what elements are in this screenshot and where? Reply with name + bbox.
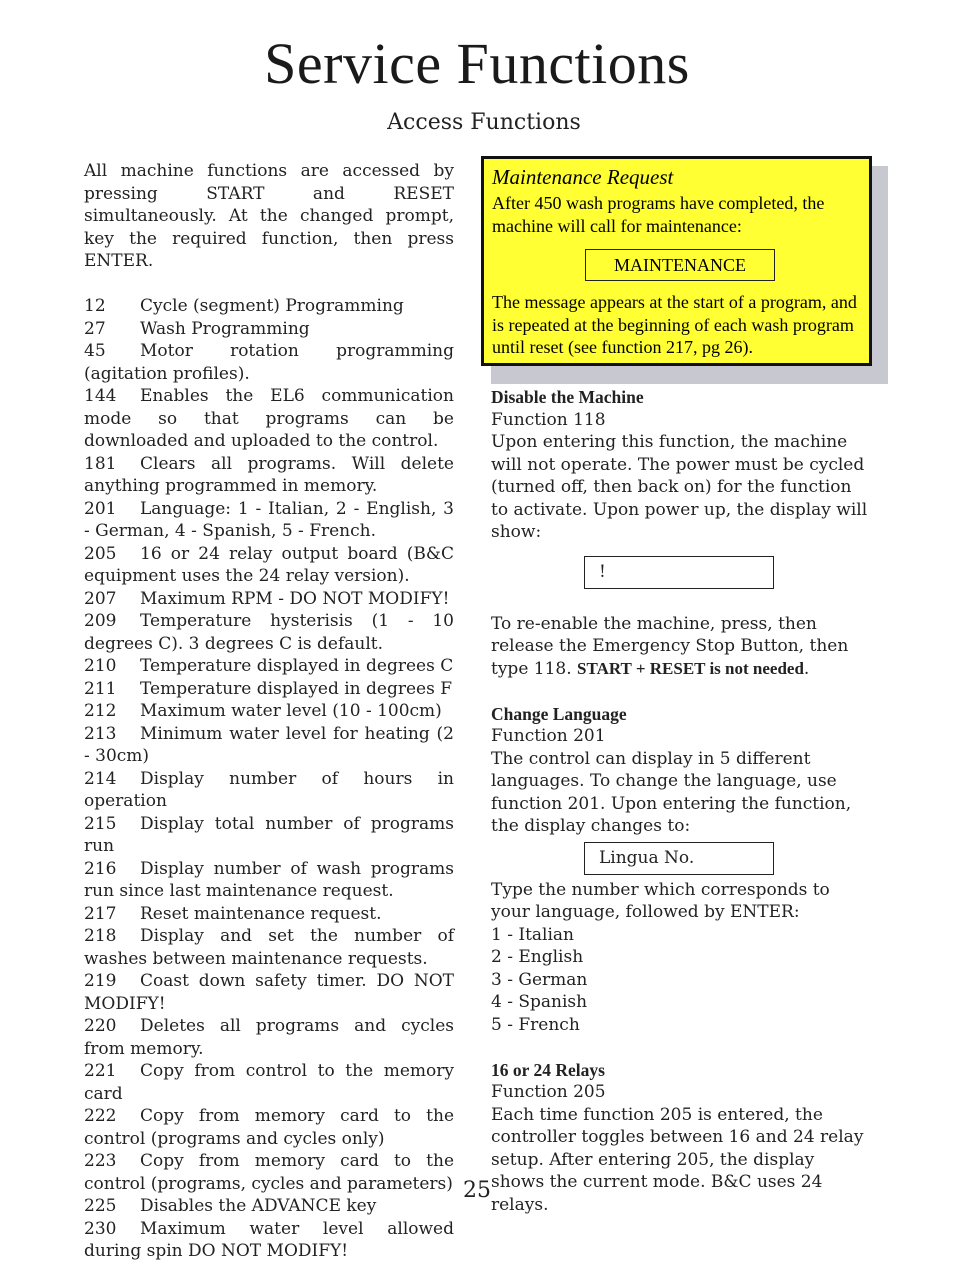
function-description: Disables the ADVANCE key (140, 1196, 377, 1216)
language-option: 3 - German (491, 969, 588, 990)
language-option: 1 - Italian (491, 924, 575, 945)
language-text: The control can display in 5 different languages. To change the language, use function 201. Upon entering the function, the display changes to: (491, 748, 852, 836)
maintenance-title: Maintenance Request (492, 165, 674, 189)
function-description: Maximum water level (10 - 100cm) (140, 701, 442, 721)
function-number: 217 (84, 903, 117, 924)
language-option: 4 - Spanish (491, 992, 588, 1012)
language-options (491, 924, 871, 1037)
function-description: Wash Programming (140, 318, 310, 339)
function-description: Motor rotation programming (agitation profiles). (84, 341, 454, 384)
function-item (84, 1218, 454, 1263)
function-description: 16 or 24 relay output board (B&C equipment uses the 24 relay version). (84, 543, 454, 586)
function-description: Display total number of programs run (84, 813, 454, 856)
function-description: Copy from memory card to the control (programs, cycles and parameters) (84, 1151, 454, 1194)
function-description: Display number of hours in operation (84, 768, 454, 811)
function-number: 212 (84, 701, 117, 721)
language-option: 5 - French (491, 1014, 580, 1035)
function-item (84, 858, 454, 903)
function-list-column (84, 160, 454, 1263)
disable-display: ! (584, 556, 774, 589)
function-number: 27 (84, 318, 106, 339)
function-item (84, 588, 454, 611)
function-number: 219 (84, 971, 117, 991)
function-number: 218 (84, 926, 117, 946)
function-number: 207 (84, 588, 117, 609)
relays-text: Each time function 205 is entered, the controller toggles between 16 and 24 relay setup. After entering 205, the display shows the current mode. B&C uses 24 relays. (491, 1104, 864, 1215)
function-description: Display and set the number of washes between maintenance requests. (84, 926, 454, 969)
maintenance-text-2: The message appears at the start of a program, and is repeated at the beginning of each wash program until reset (see function 217, pg 26). (492, 292, 857, 357)
function-description: Reset maintenance request. (140, 903, 382, 924)
function-item (84, 813, 454, 858)
relays-function: Function 205 (491, 1082, 606, 1102)
function-number: 215 (84, 813, 117, 834)
function-description: Maximum RPM - DO NOT MODIFY! (140, 588, 450, 609)
function-item (84, 903, 454, 926)
function-item (84, 768, 454, 813)
function-description: Temperature displayed in degrees C (140, 656, 454, 676)
function-item (84, 295, 454, 318)
maintenance-request-box (481, 156, 872, 366)
language-function: Function 201 (491, 726, 606, 746)
function-list (84, 295, 454, 1263)
disable-heading: Disable the Machine (491, 387, 644, 407)
function-number: 205 (84, 543, 117, 564)
function-item (84, 1060, 454, 1105)
reenable-note-end: . (803, 658, 810, 679)
function-description: Coast down safety timer. DO NOT MODIFY! (84, 971, 454, 1014)
function-number: 221 (84, 1061, 117, 1081)
maintenance-display: MAINTENANCE (585, 249, 775, 281)
function-item (84, 723, 454, 768)
reenable-instruction: To re-enable the machine, press, then release the Emergency Stop Button, then type 118. (491, 613, 849, 679)
language-heading: Change Language (491, 703, 627, 724)
function-item (84, 498, 454, 543)
function-number: 209 (84, 611, 117, 631)
maintenance-text-1: After 450 wash programs have completed, the machine will call for maintenance: (492, 193, 825, 236)
function-number: 201 (84, 498, 117, 519)
function-item (84, 678, 454, 701)
function-item (84, 385, 454, 453)
function-item (84, 453, 454, 498)
function-description: Maximum water level allowed during spin DO NOT MODIFY! (84, 1218, 454, 1261)
function-item (84, 970, 454, 1015)
function-description: Clears all programs. Will delete anything programmed in memory. (84, 453, 454, 496)
function-description: Temperature hysterisis (1 - 10 degrees C). 3 degrees C is default. (84, 611, 454, 654)
function-item (84, 1105, 454, 1150)
function-number: 225 (84, 1196, 117, 1216)
disable-reenable-text (491, 613, 871, 681)
function-item (84, 700, 454, 723)
function-item (84, 925, 454, 970)
function-description: Copy from memory card to the control (programs and cycles only) (84, 1106, 454, 1149)
function-description: Language: 1 - Italian, 2 - English, 3 - German, 4 - Spanish, 5 - French. (84, 498, 454, 541)
function-number: 45 (84, 341, 106, 361)
page-title: Service Functions (264, 31, 690, 96)
function-description: Copy from control to the memory card (84, 1061, 454, 1104)
section-subtitle: Access Functions (387, 110, 581, 135)
function-number: 213 (84, 723, 117, 744)
function-description: Minimum water level for heating (2 - 30cm) (84, 723, 454, 766)
function-item (84, 318, 454, 341)
disable-function: Function 118 (491, 409, 606, 430)
function-number: 222 (84, 1106, 117, 1126)
function-description: Enables the EL6 communication mode so that programs can be downloaded and uploaded to the control. (84, 386, 454, 451)
right-column (491, 386, 871, 1216)
language-option: 2 - English (491, 947, 584, 967)
function-number: 223 (84, 1151, 117, 1171)
function-item (84, 610, 454, 655)
function-item (84, 340, 454, 385)
function-number: 214 (84, 768, 117, 789)
function-number: 220 (84, 1016, 117, 1036)
function-number: 230 (84, 1218, 117, 1239)
function-description: Display number of wash programs run since last maintenance request. (84, 858, 454, 901)
language-instruction: Type the number which corresponds to your language, followed by ENTER: (491, 879, 830, 922)
function-number: 211 (84, 678, 117, 699)
intro-paragraph: All machine functions are accessed by pressing START and RESET simultaneously. At the changed prompt, key the required function, then press ENTER. (84, 161, 454, 271)
function-number: 12 (84, 296, 106, 316)
function-description: Deletes all programs and cycles from memory. (84, 1016, 454, 1059)
function-description: Cycle (segment) Programming (140, 296, 404, 316)
relays-heading: 16 or 24 Relays (491, 1059, 605, 1080)
disable-text: Upon entering this function, the machine will not operate. The power must be cycled (turned off, then back on) for the function to activate. Upon power up, the display will show: (491, 432, 868, 542)
function-item (84, 543, 454, 588)
function-number: 144 (84, 386, 117, 406)
function-item (84, 655, 454, 678)
reenable-note: START + RESET is not needed (577, 658, 804, 678)
function-number: 181 (84, 453, 117, 474)
function-number: 216 (84, 858, 117, 879)
function-number: 210 (84, 656, 117, 676)
language-display: Lingua No. (584, 842, 774, 875)
function-item (84, 1015, 454, 1060)
function-description: Temperature displayed in degrees F (140, 678, 453, 699)
page-number: 25 (463, 1178, 491, 1203)
